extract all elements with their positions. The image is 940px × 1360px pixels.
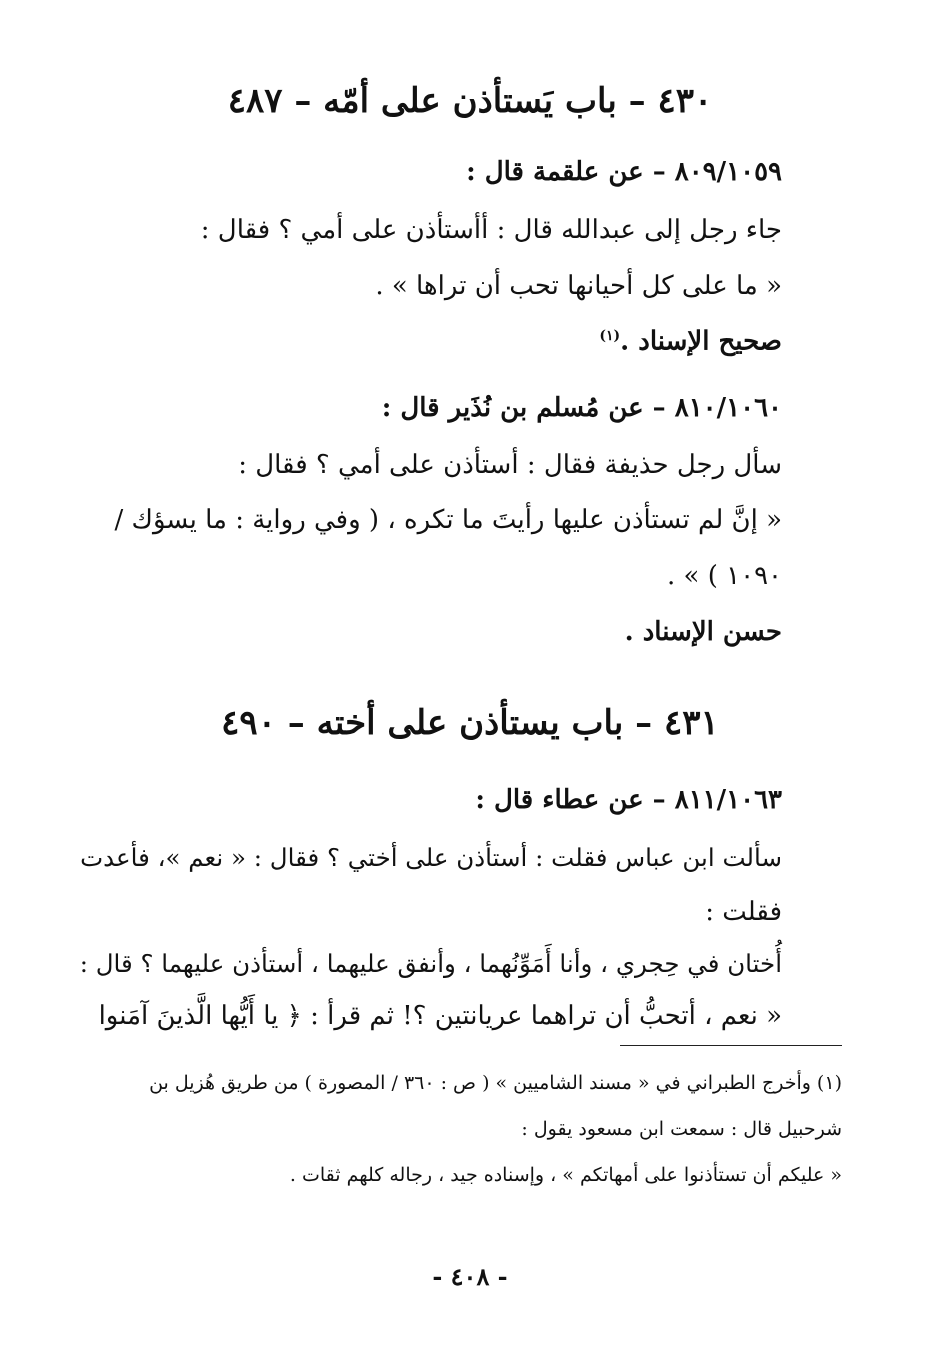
- hadith-text-line: « إنَّ لم تستأذن عليها رأيتَ ما تكره ، ( وفي رواية : ما يسؤك /: [114, 505, 782, 535]
- hadith-text-line: ١٠٩٠ ) » .: [667, 561, 782, 591]
- hadith-grade: صحيح الإسناد .$^{(١)}$: [599, 326, 782, 357]
- footnote-line: شرحبيل قال : سمعت ابن مسعود يقول :: [521, 1118, 842, 1140]
- footnote-line: (١) وأخرج الطبراني في « مسند الشاميين » ( ص : ٣٦٠ / المصورة ) من طريق هُزيل بن: [149, 1072, 842, 1094]
- chapter-heading: ٤٣٠ – باب يَستأذن على أمّه – ٤٨٧: [227, 81, 713, 121]
- hadith-intro: ٨١٠/١٠٦٠ – عن مُسلم بن نُذَير قال :: [381, 393, 782, 423]
- hadith-text-line: سألت ابن عباس فقلت : أستأذن على أختي ؟ فقال : « نعم »، فأعدت: [80, 843, 782, 872]
- hadith-intro: ٨٠٩/١٠٥٩ – عن علقمة قال :: [466, 157, 782, 187]
- hadith-text-line: « ما على كل أحيانها تحب أن تراها » .: [375, 271, 782, 301]
- chapter-heading: ٤٣١ – باب يستأذن على أخته – ٤٩٠: [221, 703, 719, 743]
- footnote-marker: (١): [599, 328, 621, 344]
- hadith-text-line: جاء رجل إلى عبدالله قال : أأستأذن على أمي ؟ فقال :: [200, 215, 782, 245]
- footnote-separator: [620, 1045, 842, 1046]
- hadith-intro: ٨١١/١٠٦٣ – عن عطاء قال :: [475, 785, 782, 815]
- page-number: - ٤٠٨ -: [432, 1262, 508, 1291]
- hadith-text-line: « نعم ، أتحبُّ أن تراهما عريانتين ؟! ثم قرأ : ﴿ يا أَيُّها الَّذينَ آمَنوا: [98, 1001, 782, 1031]
- hadith-text-line: سأل رجل حذيفة فقال : أستأذن على أمي ؟ فقال :: [238, 450, 782, 480]
- grade-text: صحيح الإسناد: [638, 326, 782, 357]
- hadith-grade: حسن الإسناد .: [624, 617, 782, 647]
- footnote-line: « عليكم أن تستأذنوا على أمهاتكم » ، وإسناده جيد ، رجاله كلهم ثقات .: [289, 1164, 842, 1186]
- hadith-text-line: أُختان في حِجري ، وأنا أَمَوِّنُهما ، وأنفق عليهما ، أستأذن عليهما ؟ قال :: [79, 949, 782, 978]
- hadith-text-line: فقلت :: [705, 897, 782, 927]
